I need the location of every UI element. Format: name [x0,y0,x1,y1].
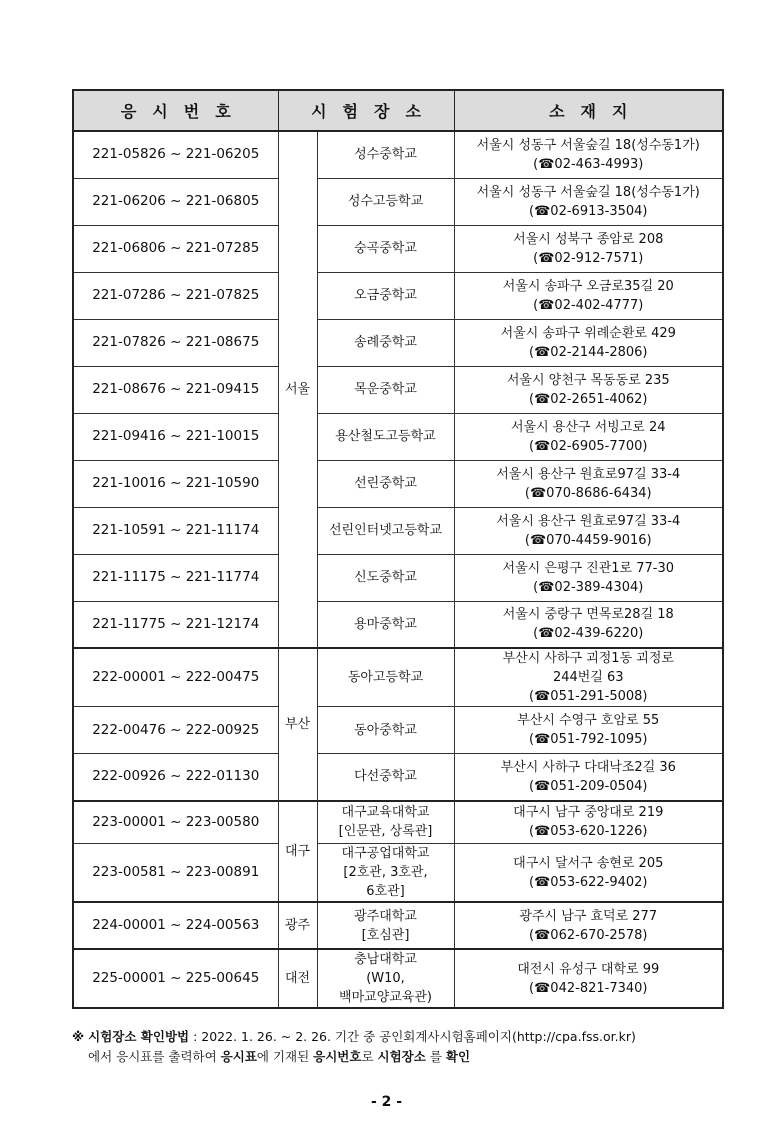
phone-number: (☎042-821-7340) [529,980,648,996]
address-line: 서울시 송파구 오금로35길 20 [502,278,674,294]
table-row [73,801,723,844]
note-text-line1: : 2022. 1. 26. ~ 2. 26. 기간 중 공인회계사시험홈페이지(http://cpa.fss.or.kr) [189,1029,636,1044]
school-name [317,272,454,319]
address [454,648,723,707]
school-name [317,648,454,707]
note-text: 로 [361,1049,378,1064]
table-row [73,366,723,413]
note-bold: 시험장소 [377,1049,426,1064]
phone-number: (☎062-670-2578) [529,927,648,943]
school-name [317,754,454,801]
address [454,754,723,801]
address-line: 서울시 송파구 위례순환로 429 [500,325,676,341]
table-row [73,460,723,507]
table-row [73,902,723,949]
phone-number: (☎02-2651-4062) [529,391,648,407]
school-name [317,707,454,754]
page-number: - 2 - [370,1094,403,1110]
address [454,601,723,648]
notice-text [72,1027,732,1067]
address-line: 서울시 용산구 원효로97길 33-4 [496,513,681,529]
school-name-line: 오금중학교 [354,288,417,303]
exam-number-range: 221-09416 ~ 221-10015 [73,413,278,460]
header-location: 소재지 [454,90,723,131]
school-name [317,366,454,413]
address [454,413,723,460]
table-row [73,844,723,903]
table-row [73,131,723,178]
exam-number-range: 222-00001 ~ 222-00475 [73,648,278,707]
address-line: 서울시 성동구 서울숲길 18(성수동1가) [476,184,700,200]
school-name-line: 선린인터넷고등학교 [328,523,443,538]
table-row [73,319,723,366]
region-cell: 광주 [278,902,317,949]
school-name [317,554,454,601]
school-name-line: 동아고등학교 [347,670,424,685]
school-name-line: (W10, [366,971,405,986]
phone-number: (☎053-622-9402) [529,874,648,890]
exam-number-range: 221-11775 ~ 221-12174 [73,601,278,648]
school-name-line: 성수고등학교 [347,194,424,209]
school-name-line: 용마중학교 [354,616,417,632]
table-row [73,648,723,707]
phone-number: (☎051-209-0504) [529,778,648,794]
exam-number-range: 221-11175 ~ 221-11774 [73,554,278,601]
address [454,272,723,319]
exam-number-range: 224-00001 ~ 224-00563 [73,902,278,949]
address-line: 부산시 사하구 괴정1동 괴정로 [502,651,674,666]
region-cell: 부산 [278,648,317,801]
note-label: 시험장소 확인방법 [88,1029,190,1044]
address [454,460,723,507]
address [454,178,723,225]
exam-number-range: 221-08676 ~ 221-09415 [73,366,278,413]
exam-location-table [72,89,724,1009]
school-name-line: 선린중학교 [354,476,417,491]
phone-number: (☎02-6913-3504) [529,203,648,219]
region-cell: 대구 [278,801,317,903]
phone-number: (☎053-620-1226) [529,824,648,840]
table-row [73,601,723,648]
address [454,844,723,903]
exam-number-range: 222-00926 ~ 222-01130 [73,754,278,801]
address-line: 대구시 달서구 송현로 205 [513,855,664,871]
region-cell: 대전 [278,949,317,1008]
phone-number: (☎02-2144-2806) [529,344,648,360]
address-line: 대전시 유성구 대학로 99 [517,961,660,977]
school-name-line: 충남대학교 [354,952,417,967]
school-name [317,178,454,225]
exam-number-range: 221-06206 ~ 221-06805 [73,178,278,225]
exam-number-range: 221-10591 ~ 221-11174 [73,507,278,554]
header-exam-number: 응시번호 [73,90,278,131]
address-line: 244번길 63 [552,670,624,685]
note-bold: 확인 [445,1049,471,1064]
table-row [73,554,723,601]
phone-number: (☎070-8686-6434) [524,485,652,501]
school-name [317,801,454,844]
header-exam-place: 시험장소 [278,90,454,131]
school-name-line: 대구공업대학교 [341,846,430,861]
school-name [317,902,454,949]
address-line: 서울시 중랑구 면목로28길 18 [502,607,674,623]
address-line: 서울시 용산구 원효로97길 33-4 [496,466,681,482]
address [454,131,723,178]
exam-number-range: 223-00581 ~ 223-00891 [73,844,278,903]
school-name-line: [호심관] [361,927,410,943]
address-line: 서울시 용산구 서빙고로 24 [511,419,666,435]
school-name-line: 다선중학교 [354,769,417,785]
phone-number: (☎051-291-5008) [529,689,648,704]
school-name [317,844,454,903]
table-row [73,178,723,225]
school-name-line: [인문관, 상록관] [338,824,433,840]
address [454,554,723,601]
address [454,707,723,754]
address [454,801,723,844]
school-name-line: 숭곡중학교 [354,241,417,256]
school-name [317,319,454,366]
school-name-line: 성수중학교 [354,147,417,163]
exam-number-range: 221-06806 ~ 221-07285 [73,225,278,272]
school-name-line: 송례중학교 [354,335,417,350]
table-header-row [73,90,723,131]
address [454,949,723,1008]
school-name-line: 6호관] [366,884,405,899]
table-row [73,225,723,272]
phone-number: (☎02-402-4777) [533,297,644,313]
address-line: 부산시 사하구 다대낙조2길 36 [500,759,676,775]
phone-number: (☎070-4459-9016) [524,532,652,548]
address-line: 대구시 남구 중앙대로 219 [513,805,664,821]
table-row [73,949,723,1008]
school-name-line: 동아중학교 [354,722,417,738]
address [454,366,723,413]
school-name [317,413,454,460]
school-name [317,507,454,554]
address [454,319,723,366]
address [454,902,723,949]
address-line: 서울시 성동구 서울숲길 18(성수동1가) [476,137,700,153]
note-text: 에서 응시표를 출력하여 [88,1049,221,1064]
phone-number: (☎02-463-4993) [533,156,644,172]
school-name-line: 용산철도고등학교 [335,429,436,444]
exam-number-range: 221-07286 ~ 221-07825 [73,272,278,319]
school-name-line: 백마교양교육관) [339,990,432,1005]
address-line: 광주시 남구 효덕로 277 [519,908,658,924]
note-bold: 응시번호 [313,1049,362,1064]
school-name [317,949,454,1008]
table-row [73,413,723,460]
address-line: 서울시 은평구 진관1로 77-30 [502,560,674,576]
note-text: 에 기재된 [256,1049,314,1064]
note-text: 를 [425,1049,446,1064]
address [454,225,723,272]
table-row [73,754,723,801]
school-name-line: 광주대학교 [354,908,417,924]
exam-number-range: 223-00001 ~ 223-00580 [73,801,278,844]
school-name-line: [2호관, 3호관, [343,865,428,880]
school-name-line: 목운중학교 [354,382,417,397]
region-cell: 서울 [278,131,317,648]
school-name [317,460,454,507]
note-bold: 응시표 [220,1049,257,1064]
address-line: 부산시 수영구 호암로 55 [517,713,660,728]
table-row [73,272,723,319]
exam-number-range: 225-00001 ~ 225-00645 [73,949,278,1008]
school-name-line: 신도중학교 [354,570,417,585]
address-line: 서울시 성북구 종암로 208 [513,231,664,247]
address [454,507,723,554]
school-name-line: 대구교육대학교 [341,805,430,821]
table-row [73,707,723,754]
exam-number-range: 222-00476 ~ 222-00925 [73,707,278,754]
table-row [73,507,723,554]
address-line: 서울시 양천구 목동동로 235 [506,372,670,388]
exam-number-range: 221-05826 ~ 221-06205 [73,131,278,178]
exam-number-range: 221-10016 ~ 221-10590 [73,460,278,507]
exam-number-range: 221-07826 ~ 221-08675 [73,319,278,366]
phone-number: (☎051-792-1095) [529,732,648,747]
phone-number: (☎02-389-4304) [533,579,644,595]
school-name [317,225,454,272]
school-name [317,601,454,648]
phone-number: (☎02-6905-7700) [529,438,648,454]
phone-number: (☎02-912-7571) [533,250,644,266]
school-name [317,131,454,178]
phone-number: (☎02-439-6220) [533,626,644,642]
note-mark: ※ [72,1029,85,1044]
